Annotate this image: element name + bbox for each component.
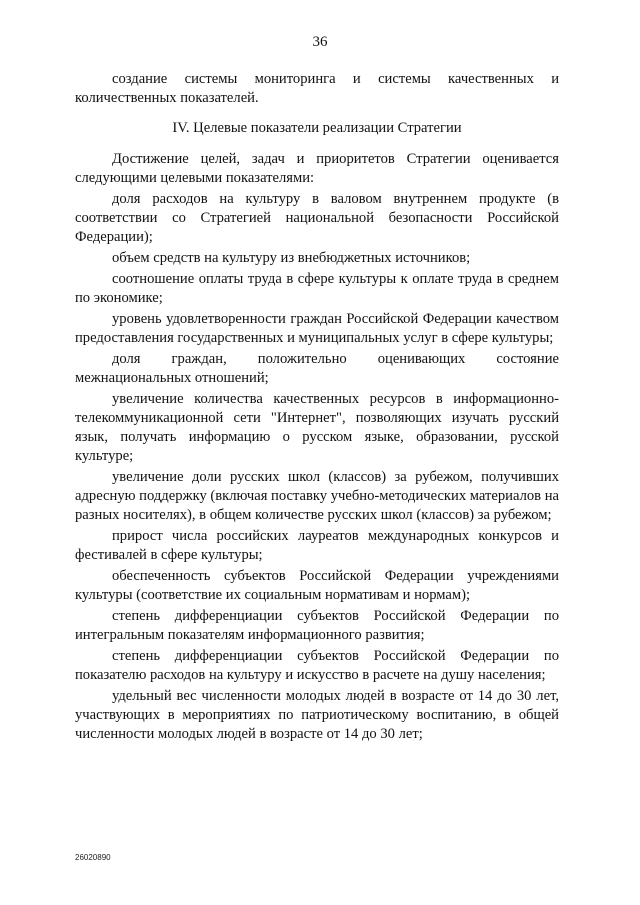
indicator-item: увеличение количества качественных ресурсов в информационно-телекоммуникационной сети "Интернет", позволяющих изучать русский язык, получать информацию о русском языке, образовании, русской культуре; [75, 391, 559, 464]
indicator-item: прирост числа российских лауреатов международных конкурсов и фестивалей в сфере культуры; [75, 528, 559, 563]
section-heading: IV. Целевые показатели реализации Стратегии [172, 120, 462, 136]
indicator-item: степень дифференциации субъектов Российской Федерации по показателю расходов на культуру и искусство в расчете на душу населения; [75, 648, 559, 683]
indicator-item: обеспеченность субъектов Российской Федерации учреждениями культуры (соответствие их социальным нормативам и нормам); [75, 568, 559, 603]
document-code: 26020890 [75, 853, 111, 862]
indicator-item: доля граждан, положительно оценивающих состояние межнациональных отношений; [75, 351, 559, 386]
intro-paragraph: создание системы мониторинга и системы качественных и количественных показателей. [75, 71, 559, 106]
indicator-item: удельный вес численности молодых людей в возрасте от 14 до 30 лет, участвующих в мероприятиях по патриотическому воспитанию, в общей численности молодых людей в возрасте от 14 до 30 лет; [75, 688, 559, 742]
document-body [75, 70, 559, 744]
indicator-item: увеличение доли русских школ (классов) за рубежом, получивших адресную поддержку (включая поставку учебно-методических материалов на разных носителях), в общем количестве русских школ (классов) за рубежом; [75, 469, 559, 523]
lead-paragraph: Достижение целей, задач и приоритетов Стратегии оценивается следующими целевыми показателями: [75, 151, 559, 186]
indicator-item: соотношение оплаты труда в сфере культуры к оплате труда в среднем по экономике; [75, 271, 559, 306]
indicator-item: объем средств на культуру из внебюджетных источников; [112, 250, 471, 266]
indicator-item: степень дифференциации субъектов Российской Федерации по интегральным показателям информационного развития; [75, 608, 559, 643]
indicator-item: доля расходов на культуру в валовом внутреннем продукте (в соответствии со Стратегией национальной безопасности Российской Федерации); [75, 191, 559, 245]
page-number: 36 [312, 34, 328, 50]
indicator-item: уровень удовлетворенности граждан Российской Федерации качеством предоставления государственных и муниципальных услуг в сфере культуры; [75, 311, 559, 346]
